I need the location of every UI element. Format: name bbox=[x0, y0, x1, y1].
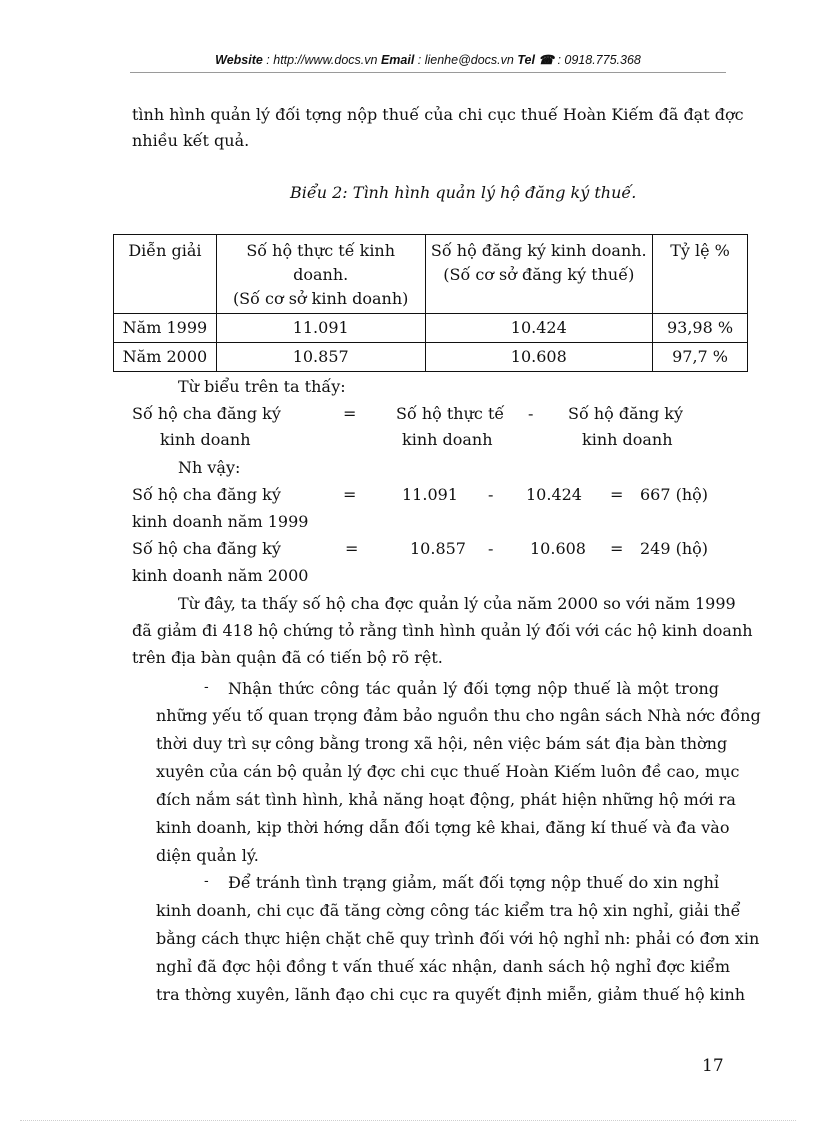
bullet2-line-1: Để tránh tình trạng giảm, mất đối tợng nộp thuế do xin nghỉ bbox=[228, 873, 719, 892]
intro-line-2: nhiều kết quả. bbox=[132, 131, 250, 150]
table-cell: 10.608 bbox=[425, 343, 653, 372]
formula-lhs: Số hộ cha đăng ký bbox=[132, 404, 281, 423]
calc-value-a: 10.857 bbox=[410, 539, 466, 558]
bullet2-line-4: nghỉ đã đợc hội đồng t vấn thuế xác nhận, danh sách hộ nghỉ đợc kiểm bbox=[156, 957, 731, 976]
calc-value-b: 10.608 bbox=[530, 539, 586, 558]
formula-lhs-2: kinh doanh bbox=[160, 430, 251, 449]
website-label: Website bbox=[215, 53, 263, 67]
table-header-cell: Diễn giải bbox=[114, 235, 217, 314]
conclusion-line-2: đã giảm đi 418 hộ chứng tỏ rằng tình hình quản lý đối với các hộ kinh doanh bbox=[132, 621, 753, 640]
page-header bbox=[130, 52, 726, 67]
table-header-row bbox=[114, 235, 748, 314]
bullet1-line-5: đích nắm sát tình hình, khả năng hoạt động, phát hiện những hộ mới ra bbox=[156, 790, 736, 809]
calc-result: 249 (hộ) bbox=[640, 539, 709, 558]
calc-minus: - bbox=[488, 539, 494, 558]
registration-table bbox=[113, 234, 748, 372]
bullet-marker: - bbox=[204, 680, 209, 695]
header-divider bbox=[130, 72, 726, 73]
table-cell: 10.424 bbox=[425, 314, 653, 343]
bullet2-line-2: kinh doanh, chi cục đã tăng cờng công tác kiểm tra hộ xin nghỉ, giải thể bbox=[156, 901, 741, 920]
formula-equals: = bbox=[343, 404, 357, 423]
table-cell: Năm 2000 bbox=[114, 343, 217, 372]
formula-term-2-2: kinh doanh bbox=[582, 430, 673, 449]
table-cell: 97,7 % bbox=[653, 343, 748, 372]
intro-line-1: tình hình quản lý đối tợng nộp thuế của chi cục thuế Hoàn Kiếm đã đạt đợc bbox=[132, 105, 744, 124]
calc-minus: - bbox=[488, 485, 494, 504]
page-number: 17 bbox=[702, 1056, 724, 1076]
table-cell: 11.091 bbox=[216, 314, 425, 343]
formula-intro: Từ biểu trên ta thấy: bbox=[178, 377, 346, 396]
table-row bbox=[114, 343, 748, 372]
tel-label: Tel ☎ bbox=[517, 53, 554, 67]
bullet1-line-6: kinh doanh, kịp thời hớng dẫn đối tợng kê khai, đăng kí thuế và đa vào bbox=[156, 818, 730, 837]
table-cell: 93,98 % bbox=[653, 314, 748, 343]
bullet1-line-7: diện quản lý. bbox=[156, 846, 259, 865]
bullet1-line-4: xuyên của cán bộ quản lý đợc chi cục thuế Hoàn Kiếm luôn đề cao, mục bbox=[156, 762, 740, 781]
calc-lhs-2: kinh doanh năm 2000 bbox=[132, 566, 309, 585]
table-row bbox=[114, 314, 748, 343]
calc-value-a: 11.091 bbox=[402, 485, 458, 504]
calc-lhs: Số hộ cha đăng ký bbox=[132, 539, 281, 558]
table-header-cell: Số hộ thực tế kinh doanh. (Số cơ sở kinh doanh) bbox=[216, 235, 425, 314]
table-header-cell: Số hộ đăng ký kinh doanh. (Số cơ sở đăng ký thuế) bbox=[425, 235, 653, 314]
bullet1-line-1: Nhận thức công tác quản lý đối tợng nộp thuế là một trong bbox=[228, 679, 719, 698]
bullet-marker: - bbox=[204, 874, 209, 889]
calc-equals-2: = bbox=[610, 485, 624, 504]
table-cell: 10.857 bbox=[216, 343, 425, 372]
calc-result: 667 (hộ) bbox=[640, 485, 709, 504]
bullet2-line-5: tra thờng xuyên, lãnh đạo chi cục ra quyết định miễn, giảm thuế hộ kinh bbox=[156, 985, 746, 1004]
bullet1-line-2: những yếu tố quan trọng đảm bảo nguồn thu cho ngân sách Nhà nớc đồng bbox=[156, 706, 761, 725]
table-header-cell: Tỷ lệ % bbox=[653, 235, 748, 314]
formula-term-2: Số hộ đăng ký bbox=[568, 404, 684, 423]
formula-minus: - bbox=[528, 404, 534, 423]
calc-equals: = bbox=[343, 485, 357, 504]
conclusion-line-3: trên địa bàn quận đã có tiến bộ rõ rệt. bbox=[132, 648, 443, 667]
email-value: : lienhe@docs.vn bbox=[414, 53, 518, 67]
footer-divider bbox=[20, 1120, 796, 1121]
bullet2-line-3: bằng cách thực hiện chặt chẽ quy trình đối với hộ nghỉ nh: phải có đơn xin bbox=[156, 929, 760, 948]
calc-equals-2: = bbox=[610, 539, 624, 558]
bullet1-line-3: thời duy trì sự công bằng trong xã hội, nên việc bám sát địa bàn thờng bbox=[156, 734, 728, 753]
calc-intro: Nh vậy: bbox=[178, 458, 241, 477]
calc-lhs: Số hộ cha đăng ký bbox=[132, 485, 281, 504]
calc-equals: = bbox=[345, 539, 359, 558]
table-cell: Năm 1999 bbox=[114, 314, 217, 343]
email-label: Email bbox=[380, 53, 415, 67]
calc-lhs-2: kinh doanh năm 1999 bbox=[132, 512, 309, 531]
formula-term-1: Số hộ thực tế bbox=[396, 404, 505, 423]
table-caption: Biểu 2: Tình hình quản lý hộ đăng ký thuế. bbox=[290, 183, 637, 202]
website-value: : http://www.docs.vn bbox=[262, 53, 381, 67]
formula-term-1-2: kinh doanh bbox=[402, 430, 493, 449]
calc-value-b: 10.424 bbox=[526, 485, 582, 504]
conclusion-line-1: Từ đây, ta thấy số hộ cha đợc quản lý của năm 2000 so với năm 1999 bbox=[178, 594, 736, 613]
tel-value: : 0918.775.368 bbox=[553, 53, 641, 67]
